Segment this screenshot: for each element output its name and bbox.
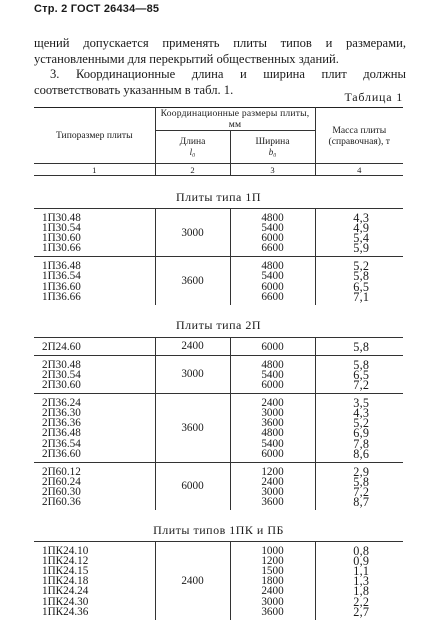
mass-value: 5,2 [353, 259, 370, 274]
width-cell [230, 462, 315, 510]
width-cell [230, 209, 315, 257]
type-size: 2П60.24 [42, 475, 81, 488]
mass-cell [315, 209, 403, 257]
type-size: 2П36.30 [42, 407, 81, 420]
type-size: 1П30.60 [42, 232, 81, 245]
width-value: 6000 [261, 232, 284, 245]
type-size: 1ПК24.15 [42, 565, 89, 578]
section-row [34, 305, 403, 338]
type-size: 2П36.36 [42, 417, 81, 430]
width-value: 2400 [261, 397, 284, 410]
width-value: 1500 [261, 565, 284, 578]
width-value: 5400 [261, 368, 284, 381]
type-size: 1П30.48 [42, 212, 81, 224]
width-value: 3000 [261, 485, 284, 498]
width-cell [230, 355, 315, 393]
type-size-cell [34, 337, 155, 355]
header-width-label: Ширина [255, 136, 290, 147]
type-size: 2П30.60 [42, 379, 81, 392]
page-header: Стр. 2 ГОСТ 26434—85 [34, 3, 160, 15]
type-size: 2П36.48 [42, 427, 81, 440]
slab-dimensions-table [34, 107, 403, 620]
type-size-cell [34, 257, 155, 305]
table-row [34, 462, 403, 510]
mass-value: 8,6 [353, 446, 370, 461]
type-size: 2П30.48 [42, 358, 81, 371]
col-number-3: 3 [230, 164, 315, 176]
width-value: 5400 [261, 222, 284, 235]
length-value: 3000 [181, 368, 204, 381]
width-value: 3600 [261, 495, 284, 508]
table-row [34, 394, 403, 463]
length-cell [155, 394, 230, 463]
table-row [34, 542, 403, 620]
header-mass: Масса плиты (справочная), т [315, 108, 403, 164]
type-size: 1ПК24.24 [42, 585, 89, 598]
mass-value: 3,5 [353, 396, 370, 411]
type-size: 2П36.24 [42, 397, 81, 410]
mass-value: 4,3 [353, 406, 370, 421]
width-value: 3000 [261, 407, 284, 420]
type-size: 1ПК24.30 [42, 595, 89, 608]
width-value: 6600 [261, 242, 284, 255]
clause-3: 3. Координационные длина и ширина плит должны соответствовать указанным в табл. 1. [34, 67, 406, 97]
type-size-cell [34, 209, 155, 257]
length-value: 2400 [181, 340, 204, 353]
width-cell [230, 394, 315, 463]
width-value: 3000 [261, 595, 284, 608]
width-value: 3600 [261, 605, 284, 618]
width-cell [230, 542, 315, 620]
section-row [34, 176, 403, 209]
table-row [34, 209, 403, 257]
width-cell [230, 257, 315, 305]
type-size: 2П60.12 [42, 465, 81, 478]
table-row [34, 337, 403, 355]
width-value: 2400 [261, 475, 284, 488]
type-size: 1ПК24.36 [42, 605, 89, 618]
width-value: 4800 [261, 427, 284, 440]
header-length-label: Длина [179, 136, 206, 147]
length-value: 2400 [181, 574, 204, 587]
length-value: 3600 [181, 275, 204, 288]
mass-cell [315, 257, 403, 305]
mass-value: 6,5 [353, 367, 370, 382]
width-value: 4800 [261, 358, 284, 371]
mass-value: 5,8 [353, 339, 370, 354]
width-value: 6600 [261, 290, 284, 303]
type-size: 1П30.54 [42, 222, 81, 235]
type-size: 1П36.54 [42, 270, 81, 283]
header-coord-sizes: Координационные размеры плиты, мм [155, 108, 315, 131]
mass-value: 2,9 [353, 464, 370, 479]
mass-value: 5,8 [353, 474, 370, 489]
table-caption: Таблица 1 [344, 90, 403, 104]
col-number-4: 4 [315, 164, 403, 176]
width-value: 4800 [261, 260, 284, 273]
mass-value: 4,3 [353, 211, 370, 225]
length-value: 3000 [181, 226, 204, 239]
table-row [34, 355, 403, 393]
mass-cell [315, 542, 403, 620]
mass-value: 1,1 [353, 564, 370, 579]
width-value: 3600 [261, 417, 284, 430]
width-value: 4800 [261, 212, 284, 224]
type-size: 1П36.60 [42, 280, 81, 293]
width-value: 2400 [261, 585, 284, 598]
header-length [155, 131, 230, 164]
length-value: 3600 [181, 421, 204, 434]
type-size: 1П36.48 [42, 260, 81, 273]
length-value: 6000 [181, 480, 204, 493]
width-value: 5400 [261, 437, 284, 450]
type-size: 1П30.66 [42, 242, 81, 255]
mass-cell [315, 355, 403, 393]
mass-cell [315, 394, 403, 463]
length-cell [155, 257, 230, 305]
type-size: 2П36.54 [42, 437, 81, 450]
col-number-1: 1 [34, 164, 155, 176]
width-value: 6000 [261, 447, 284, 460]
mass-value: 2,2 [353, 594, 370, 609]
length-cell [155, 337, 230, 355]
type-size: 1ПК24.12 [42, 555, 89, 568]
width-value: 6000 [261, 379, 284, 392]
header-width-symbol: b₀ [268, 147, 277, 157]
type-size: 2П60.30 [42, 485, 81, 498]
length-cell [155, 209, 230, 257]
type-size-cell [34, 542, 155, 620]
mass-value: 7,2 [353, 484, 370, 499]
type-size: 1ПК24.18 [42, 575, 89, 588]
width-value: 5400 [261, 270, 284, 283]
mass-value: 5,8 [353, 357, 370, 372]
section-title: Плиты типов 1ПК и ПБ [153, 522, 284, 537]
type-size-cell [34, 355, 155, 393]
type-size: 1ПК24.10 [42, 545, 89, 558]
type-size-cell [34, 462, 155, 510]
width-value: 1200 [261, 465, 284, 478]
type-size-cell [34, 394, 155, 463]
type-size: 2П36.60 [42, 447, 81, 460]
mass-cell [315, 462, 403, 510]
length-cell [155, 462, 230, 510]
mass-value: 5,9 [353, 241, 370, 256]
mass-value: 7,8 [353, 436, 370, 451]
mass-value: 2,7 [353, 604, 370, 619]
mass-value: 4,9 [353, 221, 370, 236]
width-value: 6000 [261, 280, 284, 293]
mass-cell [315, 337, 403, 355]
mass-value: 0,9 [353, 554, 370, 569]
type-size: 2П24.60 [42, 340, 81, 353]
mass-value: 6,9 [353, 426, 370, 441]
mass-value: 7,2 [353, 378, 370, 393]
mass-value: 0,8 [353, 544, 370, 559]
width-value: 1800 [261, 575, 284, 588]
mass-value: 7,1 [353, 289, 370, 304]
width-value: 1200 [261, 555, 284, 568]
header-length-symbol: l₀ [189, 147, 196, 157]
type-size: 1П36.66 [42, 290, 81, 303]
mass-value: 5,8 [353, 269, 370, 284]
table-row [34, 257, 403, 305]
mass-value: 5,2 [353, 416, 370, 431]
mass-value: 8,7 [353, 494, 370, 509]
intro-continuation: щений допускается применять плиты типов и размерами, установленными для перекрытий общественных зданий. [34, 36, 406, 66]
width-cell [230, 337, 315, 355]
mass-value: 6,5 [353, 279, 370, 294]
section-title: Плиты типа 2П [176, 318, 261, 333]
header-type-size: Типоразмер плиты [34, 108, 155, 164]
mass-value: 1,3 [353, 574, 370, 589]
type-size: 2П30.54 [42, 368, 81, 381]
section-row [34, 510, 403, 542]
width-value: 1000 [261, 545, 284, 558]
type-size: 2П60.36 [42, 495, 81, 508]
length-cell [155, 355, 230, 393]
header-width [230, 131, 315, 164]
col-number-2: 2 [155, 164, 230, 176]
width-value: 6000 [261, 340, 284, 353]
table-body [34, 176, 403, 620]
length-cell [155, 542, 230, 620]
mass-value: 5,4 [353, 231, 370, 246]
mass-value: 1,8 [353, 584, 370, 599]
section-title: Плиты типа 1П [176, 189, 261, 204]
